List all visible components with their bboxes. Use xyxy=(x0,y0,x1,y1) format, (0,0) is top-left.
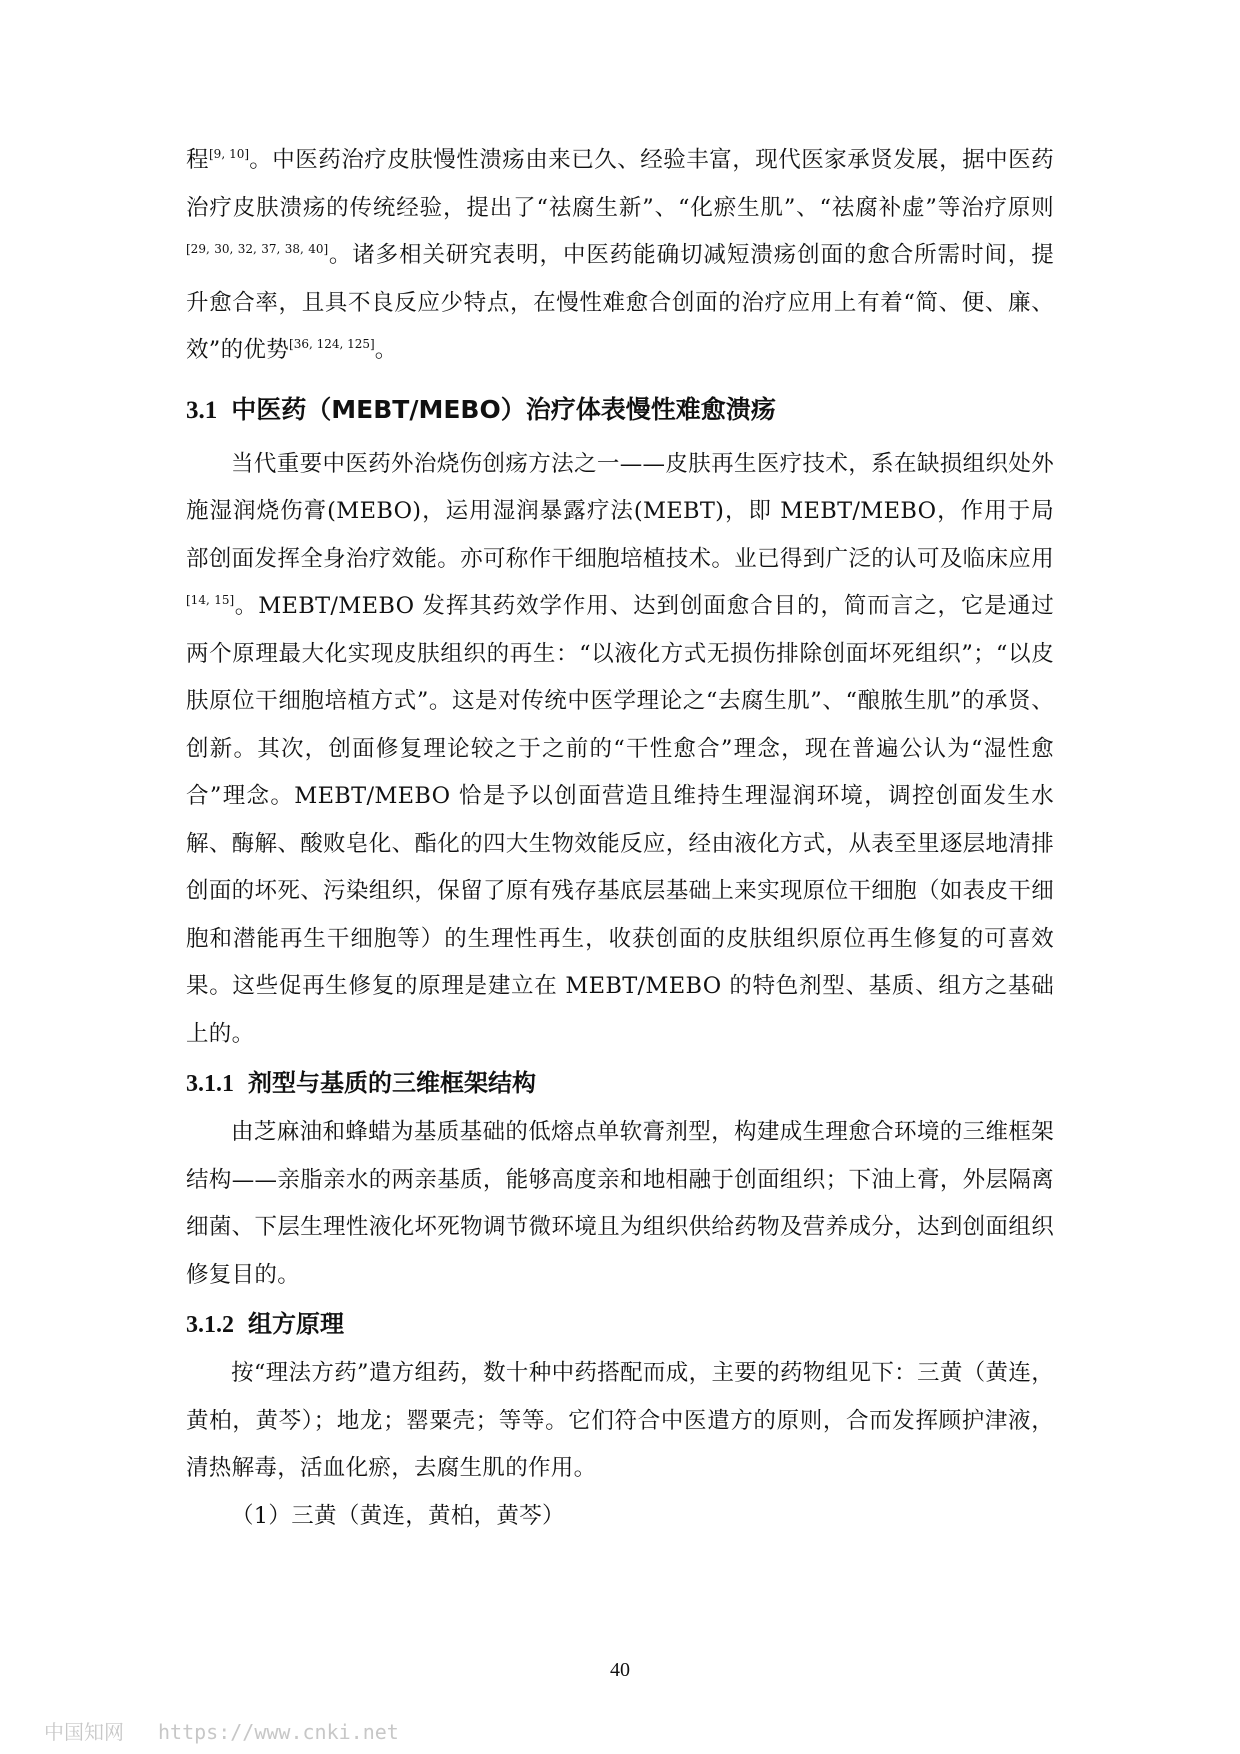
paragraph-dosage-form: 由芝麻油和蜂蜡为基质基础的低熔点单软膏剂型，构建成生理愈合环境的三维框架结构——亲脂亲水的两亲基质，能够高度亲和地相融于创面组织；下油上膏，外层隔离细菌、下层生理性液化坏死物调节微环境且为组织供给药物及营养成分，达到创面组织修复目的。 xyxy=(186,1119,1054,1288)
text-run: 。中医药治疗皮肤慢性溃疡由来已久、经验丰富，现代医家承贤发展，据中医药治疗皮肤溃疡的传统经验，提出了“祛腐生新”、“化瘀生肌”、“祛腐补虚”等治疗原则 xyxy=(186,147,1054,221)
text-run: 当代重要中医药外治烧伤创疡方法之一——皮肤再生医疗技术，系在缺损组织处外施湿润烧伤膏(MEBO)，运用湿润暴露疗法(MEBT)，即 MEBT/MEBO，作用于局部创面发挥全身治疗效能。亦可称作干细胞培植技术。业已得到广泛的认可及临床应用 xyxy=(186,450,1054,572)
section-title: 中医药（MEBT/MEBO）治疗体表慢性难愈溃疡 xyxy=(231,394,776,424)
section-title: 剂型与基质的三维框架结构 xyxy=(248,1069,536,1097)
section-heading-3-1-1 xyxy=(186,1066,1054,1101)
section-heading-3-1-2 xyxy=(186,1307,1054,1342)
section-number: 3.1 xyxy=(186,396,218,424)
page-body xyxy=(186,137,1054,1540)
watermark-url: https://www.cnki.net xyxy=(158,1720,399,1744)
section-title: 组方原理 xyxy=(248,1310,344,1338)
page-number: 40 xyxy=(610,1659,630,1681)
text-run: 。 xyxy=(374,337,398,363)
paragraph-intro xyxy=(186,137,1054,375)
watermark-brand: 中国知网 xyxy=(44,1720,124,1744)
citation-ref: [9, 10] xyxy=(209,147,250,161)
section-number: 3.1.2 xyxy=(186,1312,234,1338)
text-run: 程 xyxy=(186,147,209,173)
text-run: 。诸多相关研究表明，中医药能确切减短溃疡创面的愈合所需时间，提升愈合率，且具不良反应少特点，在慢性难愈合创面的治疗应用上有着“简、便、廉、效”的优势 xyxy=(186,242,1055,363)
section-heading-3-1 xyxy=(186,392,1054,429)
cnki-watermark xyxy=(44,1716,399,1745)
list-item-sanhuang: （1）三黄（黄连，黄柏，黄芩） xyxy=(231,1502,565,1529)
citation-ref: [29, 30, 32, 37, 38, 40] xyxy=(186,242,329,256)
citation-ref: [14, 15] xyxy=(186,593,235,607)
paragraph-mebt-mebo xyxy=(186,441,1054,1059)
text-run: 。MEBT/MEBO 发挥其药效学作用、达到创面愈合目的，简而言之，它是通过两个原理最大化实现皮肤组织的再生：“以液化方式无损伤排除创面坏死组织”；“以皮肤原位干细胞培植方式”。这是对传统中医学理论之“去腐生肌”、“酿脓生肌”的承贤、创新。其次，创面修复理论较之于之前的“干性愈合”理念，现在普遍公认为“湿性愈合”理念。MEBT/MEBO 恰是予以创面营造且维持生理湿润环境，调控创面发生水解、酶解、酸败皂化、酯化的四大生物效能反应，经由液化方式，从表至里逐层地清排创面的坏死、污染组织，保留了原有残存基底层基础上来实现原位干细胞（如表皮干细胞和潜能再生干细胞等）的生理性再生，收获创面的皮肤组织原位再生修复的可喜效果。这些促再生修复的原理是建立在 MEBT/MEBO 的特色剂型、基质、组方之基础上的。 xyxy=(186,593,1055,1047)
citation-ref: [36, 124, 125] xyxy=(289,337,375,351)
section-number: 3.1.1 xyxy=(186,1071,234,1097)
paragraph-formula: 按“理法方药”遣方组药，数十种中药搭配而成，主要的药物组见下：三黄（黄连，黄柏，黄芩）；地龙；罂粟壳；等等。它们符合中医遣方的原则，合而发挥顾护津液，清热解毒，活血化瘀，去腐生肌的作用。 xyxy=(186,1360,1054,1481)
